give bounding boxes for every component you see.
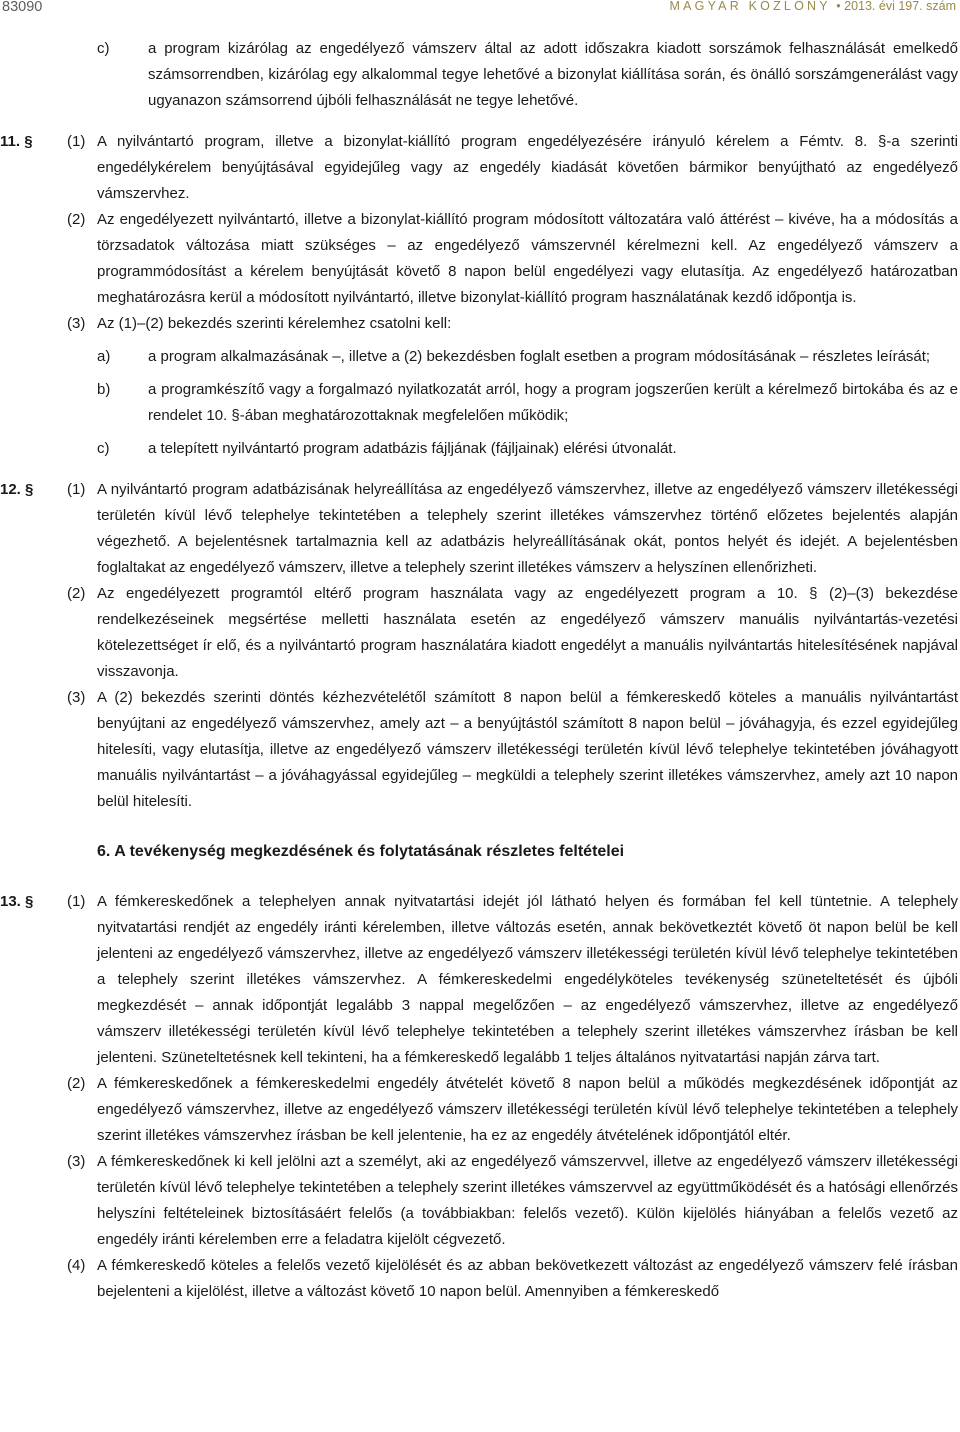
journal-title: MAGYAR KÖZLÖNY bbox=[669, 0, 831, 13]
item-text: a program alkalmazásának –, illetve a (2) bekezdésben foglalt esetben a program módosításának – részletes leírását; bbox=[148, 348, 931, 365]
list-item bbox=[0, 377, 960, 429]
item-letter: b) bbox=[97, 381, 111, 398]
section-13 bbox=[0, 889, 960, 1071]
item-text: a telepített nyilvántartó program adatbázis fájljának (fájljainak) elérési útvonalát. bbox=[148, 440, 677, 457]
paragraph-number: (1) bbox=[67, 481, 86, 498]
paragraph-number: (2) bbox=[67, 585, 86, 602]
paragraph-text: A (2) bekezdés szerinti döntés kézhezvételétől számított 8 napon belül a fémkereskedő köteles a manuális nyilvántartást benyújtani az engedélyező vámszervhez, amely azt – a benyújtástól számított 8 napon belül – jóváhagyja, és ezzel egyidejűleg hitelesíti, vagy elutasítja, illetve az engedélyező vámszerv illetékességi területén kívül lévő telephelye tekintetében jóváhagyott manuális nyilvántartást – a jóváhagyással egyidejűleg – megküldi a telephely szerint illetékes vámszervhez, amely azt 10 napon belül hitelesíti. bbox=[97, 689, 958, 810]
paragraph bbox=[0, 685, 960, 815]
section-number: 13. § bbox=[0, 893, 34, 910]
paragraph-text: A fémkereskedőnek a telephelyen annak nyitvatartási idejét jól látható helyen és formában fel kell tüntetnie. A telephely nyitvatartási rendjét az engedély iránti kérelemben, illetve változás esetén, annak bekövetkeztét követő öt napon belül be kell jelenteni az engedélyező vámszervhez, illetve az engedélyező vámszerv illetékességi területén kívül lévő telephelye tekintetében a telephely szerint illetékes vámszervhez. A fémkereskedelmi engedélyköteles tevékenység szüneteltetését és újbóli megkezdését – annak időpontját legalább 3 nappal megelőzően – az engedélyező vámszervhez, illetve az engedélyező vámszerv illetékességi területén kívül lévő telephelye tekintetében a telephely szerint illetékes vámszervhez írásban be kell jelenteni. Szüneteltetésnek kell tekinteni, ha a fémkereskedő legalább 1 teljes általános nyitvatartási napján zárva tart. bbox=[97, 893, 958, 1066]
paragraph bbox=[0, 581, 960, 685]
list-item bbox=[0, 344, 960, 370]
section-number: 12. § bbox=[0, 481, 34, 498]
paragraph-number: (3) bbox=[67, 315, 86, 332]
page-header bbox=[0, 0, 960, 18]
paragraph-text: A nyilvántartó program adatbázisának helyreállítása az engedélyező vámszervhez, illetve az engedélyező vámszerv illetékességi területén kívül lévő telephelye tekintetében a telephely szerint illetékes vámszervhez történő előzetes bejelentés alapján végezhető. A bejelentésnek tartalmaznia kell az adatbázis helyreállításának okát, pontos helyét és idejét. A bejelentésben foglaltakat az engedélyező vámszerv, illetve a telephely szerint illetékes vámszerv a helyszínen ellenőrizheti. bbox=[97, 481, 958, 576]
paragraph-text: A fémkereskedőnek a fémkereskedelmi engedély átvételét követő 8 napon belül a működés megkezdésének időpontját az engedélyező vámszervhez, illetve az engedélyező vámszerv illetékességi területén kívül lévő telephelye tekintetében a telephely szerint illetékes vámszervhez írásban be kell jelentenie, ha ez az engedély átvételének időpontjától eltér. bbox=[97, 1075, 958, 1144]
paragraph bbox=[0, 311, 960, 337]
title-separator: • bbox=[836, 0, 841, 13]
paragraph-text: Az engedélyezett nyilvántartó, illetve a bizonylat-kiállító program módosított változatára való áttérést – kivéve, ha a módosítás a törzsadatok változása miatt szükséges – az engedélyező vámszervnél kérelmezni kell. Az engedélyező vámszerv a programmódosítást a kérelem benyújtását követő 8 napon belül engedélyezi vagy elutasítja. Az engedélyező határozatban meghatározásra kerül a módosított nyilvántartó, illetve bizonylat-kiállító program használatának kezdő időpontja is. bbox=[97, 211, 958, 306]
paragraph-number: (3) bbox=[67, 1153, 86, 1170]
item-text: a program kizárólag az engedélyező vámszerv által az adott időszakra kiadott sorszámok felhasználását emelkedő számsorrendben, kizárólag egy alkalommal tegye lehetővé a bizonylat kiállítása során, és önálló sorszámgenerálást vagy ugyanazon számsorrend újbóli felhasználását ne tegye lehetővé. bbox=[148, 40, 958, 109]
item-letter: c) bbox=[97, 40, 110, 57]
list-item bbox=[0, 436, 960, 462]
section-11 bbox=[0, 129, 960, 207]
paragraph-number: (1) bbox=[67, 133, 86, 150]
chapter-heading: 6. A tevékenység megkezdésének és folytatásának részletes feltételei bbox=[97, 843, 625, 860]
item-letter: c) bbox=[97, 440, 110, 457]
paragraph bbox=[0, 207, 960, 311]
paragraph-number: (3) bbox=[67, 689, 86, 706]
item-text: a programkészítő vagy a forgalmazó nyilatkozatát arról, hogy a program jogszerűen került a kérelmező birtokába és az e rendelet 10. §-ában meghatározottaknak megfelelően működik; bbox=[148, 381, 958, 424]
running-title bbox=[670, 0, 957, 13]
list-item bbox=[0, 36, 960, 114]
section-12 bbox=[0, 477, 960, 581]
paragraph-text: Az (1)–(2) bekezdés szerinti kérelemhez csatolni kell: bbox=[97, 315, 452, 332]
page-number: 83090 bbox=[2, 0, 43, 15]
paragraph-text: A fémkereskedőnek ki kell jelölni azt a személyt, aki az engedélyező vámszervvel, illetve az engedélyező vámszerv illetékességi területén kívül lévő telephelye tekintetében a telephely szerint illetékes vámszervvel az együttműködését és a hatósági ellenőrzés helyszíni feltételeinek biztosításáért felelős (a továbbiakban: felelős vezető). Külön kijelölés hiányában a felelős vezető az engedély iránti kérelemben erre a feladatra kijelölt cégvezető. bbox=[97, 1153, 958, 1248]
paragraph-number: (4) bbox=[67, 1257, 86, 1274]
paragraph-number: (2) bbox=[67, 1075, 86, 1092]
issue-number: 2013. évi 197. szám bbox=[844, 0, 956, 13]
paragraph bbox=[0, 1149, 960, 1253]
item-letter: a) bbox=[97, 348, 111, 365]
paragraph-text: A nyilvántartó program, illetve a bizonylat-kiállító program engedélyezésére irányuló kérelem a Fémtv. 8. §-a szerinti engedélykérelem benyújtásával egyidejűleg vagy az engedély kiadását követően bármikor benyújtható az engedélyező vámszervhez. bbox=[97, 133, 958, 202]
paragraph-text: Az engedélyezett programtól eltérő program használata vagy az engedélyezett program a 10. § (2)–(3) bekezdése rendelkezéseinek megsértése melletti használata esetén az engedélyező vámszerv manuális nyilvántartás-vezetési kötelezettséget ír elő, és a nyilvántartó program használatára kiadott engedélyt a manuális nyilvántartás hitelesítésének napjával visszavonja. bbox=[97, 585, 958, 680]
paragraph bbox=[0, 1071, 960, 1149]
document-body bbox=[0, 36, 960, 1305]
paragraph-number: (1) bbox=[67, 893, 86, 910]
paragraph-number: (2) bbox=[67, 211, 86, 228]
section-number: 11. § bbox=[0, 133, 33, 150]
paragraph-text: A fémkereskedő köteles a felelős vezető kijelölését és az abban bekövetkezett változást az engedélyező vámszerv felé írásban bejelenteni a kijelölést, illetve a változást követő 10 napon belül. Amennyiben a fémkereskedő bbox=[97, 1257, 958, 1300]
paragraph bbox=[0, 1253, 960, 1305]
